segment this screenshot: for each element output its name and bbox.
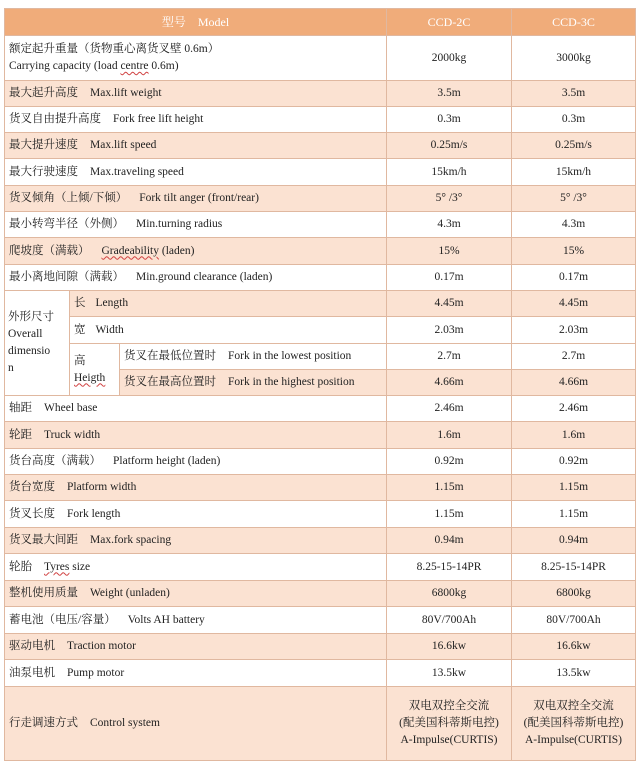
value-ccd-3c: 双电双控全交流 (配美国科蒂斯电控) A-Impulse(CURTIS)	[512, 687, 636, 761]
row-label-wheelbase: 轴距 Wheel base	[5, 396, 387, 422]
value-ccd-2c: 2.7m	[387, 344, 512, 370]
value-ccd-2c: 80V/700Ah	[387, 607, 512, 634]
table-row	[5, 660, 636, 687]
value-ccd-3c: 0.25m/s	[512, 133, 636, 159]
row-label-traction: 驱动电机 Traction motor	[5, 634, 387, 660]
table-row	[5, 186, 636, 212]
value-ccd-2c: 8.25-15-14PR	[387, 554, 512, 581]
value-ccd-3c: 5° /3°	[512, 186, 636, 212]
table-row	[5, 81, 636, 107]
table-row	[5, 554, 636, 581]
value-ccd-2c: 5° /3°	[387, 186, 512, 212]
row-label-fork-length: 货叉长度 Fork length	[5, 501, 387, 528]
value-ccd-2c: 4.66m	[387, 370, 512, 396]
row-label-tyres: 轮胎 Tyres size	[5, 554, 387, 581]
value-ccd-2c: 0.25m/s	[387, 133, 512, 159]
value-ccd-3c: 0.94m	[512, 528, 636, 554]
table-row	[5, 634, 636, 660]
value-ccd-2c: 1.15m	[387, 475, 512, 501]
table-row	[5, 607, 636, 634]
table-row	[5, 36, 636, 81]
value-ccd-2c: 1.15m	[387, 501, 512, 528]
value-ccd-2c: 0.92m	[387, 449, 512, 475]
row-label-capacity: 额定起升重量（货物重心离货叉壁 0.6m） Carrying capacity (load centre 0.6m)	[5, 36, 387, 81]
row-label-max-lift: 最大起升高度 Max.lift weight	[5, 81, 387, 107]
value-ccd-3c: 15%	[512, 238, 636, 265]
table-row	[5, 159, 636, 186]
value-ccd-2c: 双电双控全交流 (配美国科蒂斯电控) A-Impulse(CURTIS)	[387, 687, 512, 761]
table-row	[5, 265, 636, 291]
value-ccd-2c: 4.3m	[387, 212, 512, 238]
header-model: 型号 Model	[5, 9, 387, 36]
value-ccd-2c: 4.45m	[387, 291, 512, 317]
value-ccd-3c: 1.15m	[512, 475, 636, 501]
table-row	[5, 107, 636, 133]
row-label-tilt: 货叉倾角（上倾/下倾） Fork tilt anger (front/rear)	[5, 186, 387, 212]
table-row	[5, 344, 636, 370]
table-row	[5, 449, 636, 475]
value-ccd-3c: 80V/700Ah	[512, 607, 636, 634]
row-label-travel-speed: 最大行驶速度 Max.traveling speed	[5, 159, 387, 186]
table-row	[5, 317, 636, 344]
value-ccd-3c: 13.5kw	[512, 660, 636, 687]
row-label-height: 高 Heigth	[70, 344, 120, 396]
value-ccd-2c: 16.6kw	[387, 634, 512, 660]
row-label-fork-lowest: 货叉在最低位置时 Fork in the lowest position	[120, 344, 387, 370]
row-label-grade: 爬坡度（满载） Gradeability (laden)	[5, 238, 387, 265]
value-ccd-3c: 1.15m	[512, 501, 636, 528]
value-ccd-2c: 2.46m	[387, 396, 512, 422]
value-ccd-3c: 0.17m	[512, 265, 636, 291]
header-ccd-3c: CCD-3C	[512, 9, 636, 36]
table-row	[5, 422, 636, 449]
value-ccd-3c: 2.46m	[512, 396, 636, 422]
table-row	[5, 238, 636, 265]
value-ccd-3c: 2.7m	[512, 344, 636, 370]
row-label-free-lift: 货叉自由提升高度 Fork free lift height	[5, 107, 387, 133]
table-row	[5, 528, 636, 554]
value-ccd-2c: 0.17m	[387, 265, 512, 291]
row-label-track: 轮距 Truck width	[5, 422, 387, 449]
value-ccd-3c: 3000kg	[512, 36, 636, 81]
value-ccd-2c: 0.94m	[387, 528, 512, 554]
value-ccd-3c: 1.6m	[512, 422, 636, 449]
value-ccd-3c: 6800kg	[512, 581, 636, 607]
table-row	[5, 396, 636, 422]
table-row	[5, 687, 636, 761]
header-ccd-2c: CCD-2C	[387, 9, 512, 36]
row-label-platform-width: 货台宽度 Platform width	[5, 475, 387, 501]
value-ccd-3c: 4.66m	[512, 370, 636, 396]
table-row	[5, 212, 636, 238]
value-ccd-3c: 4.3m	[512, 212, 636, 238]
row-label-overall-dimension: 外形尺寸 Overall dimensio n	[5, 291, 70, 396]
value-ccd-2c: 2.03m	[387, 317, 512, 344]
value-ccd-3c: 3.5m	[512, 81, 636, 107]
table-row	[5, 501, 636, 528]
row-label-weight: 整机使用质量 Weight (unladen)	[5, 581, 387, 607]
row-label-pump: 油泵电机 Pump motor	[5, 660, 387, 687]
row-label-width: 宽 Width	[70, 317, 387, 344]
value-ccd-3c: 15km/h	[512, 159, 636, 186]
value-ccd-3c: 0.92m	[512, 449, 636, 475]
value-ccd-2c: 2000kg	[387, 36, 512, 81]
spec-table	[4, 8, 636, 761]
row-label-lift-speed: 最大提升速度 Max.lift speed	[5, 133, 387, 159]
header-row	[5, 9, 636, 36]
value-ccd-3c: 0.3m	[512, 107, 636, 133]
row-label-length: 长 Length	[70, 291, 387, 317]
table-row	[5, 475, 636, 501]
table-row	[5, 133, 636, 159]
value-ccd-2c: 6800kg	[387, 581, 512, 607]
row-label-control: 行走调速方式 Control system	[5, 687, 387, 761]
value-ccd-3c: 8.25-15-14PR	[512, 554, 636, 581]
row-label-clearance: 最小离地间隙（满载） Min.ground clearance (laden)	[5, 265, 387, 291]
value-ccd-2c: 15km/h	[387, 159, 512, 186]
value-ccd-2c: 15%	[387, 238, 512, 265]
row-label-fork-highest: 货叉在最高位置时 Fork in the highest position	[120, 370, 387, 396]
row-label-battery: 蓄电池（电压/容量） Volts AH battery	[5, 607, 387, 634]
value-ccd-3c: 2.03m	[512, 317, 636, 344]
table-row	[5, 291, 636, 317]
row-label-fork-spacing: 货叉最大间距 Max.fork spacing	[5, 528, 387, 554]
table-row	[5, 581, 636, 607]
row-label-turning: 最小转弯半径（外侧） Min.turning radius	[5, 212, 387, 238]
value-ccd-3c: 4.45m	[512, 291, 636, 317]
value-ccd-2c: 3.5m	[387, 81, 512, 107]
value-ccd-2c: 0.3m	[387, 107, 512, 133]
value-ccd-2c: 13.5kw	[387, 660, 512, 687]
value-ccd-3c: 16.6kw	[512, 634, 636, 660]
value-ccd-2c: 1.6m	[387, 422, 512, 449]
row-label-platform-height: 货台高度（满载） Platform height (laden)	[5, 449, 387, 475]
